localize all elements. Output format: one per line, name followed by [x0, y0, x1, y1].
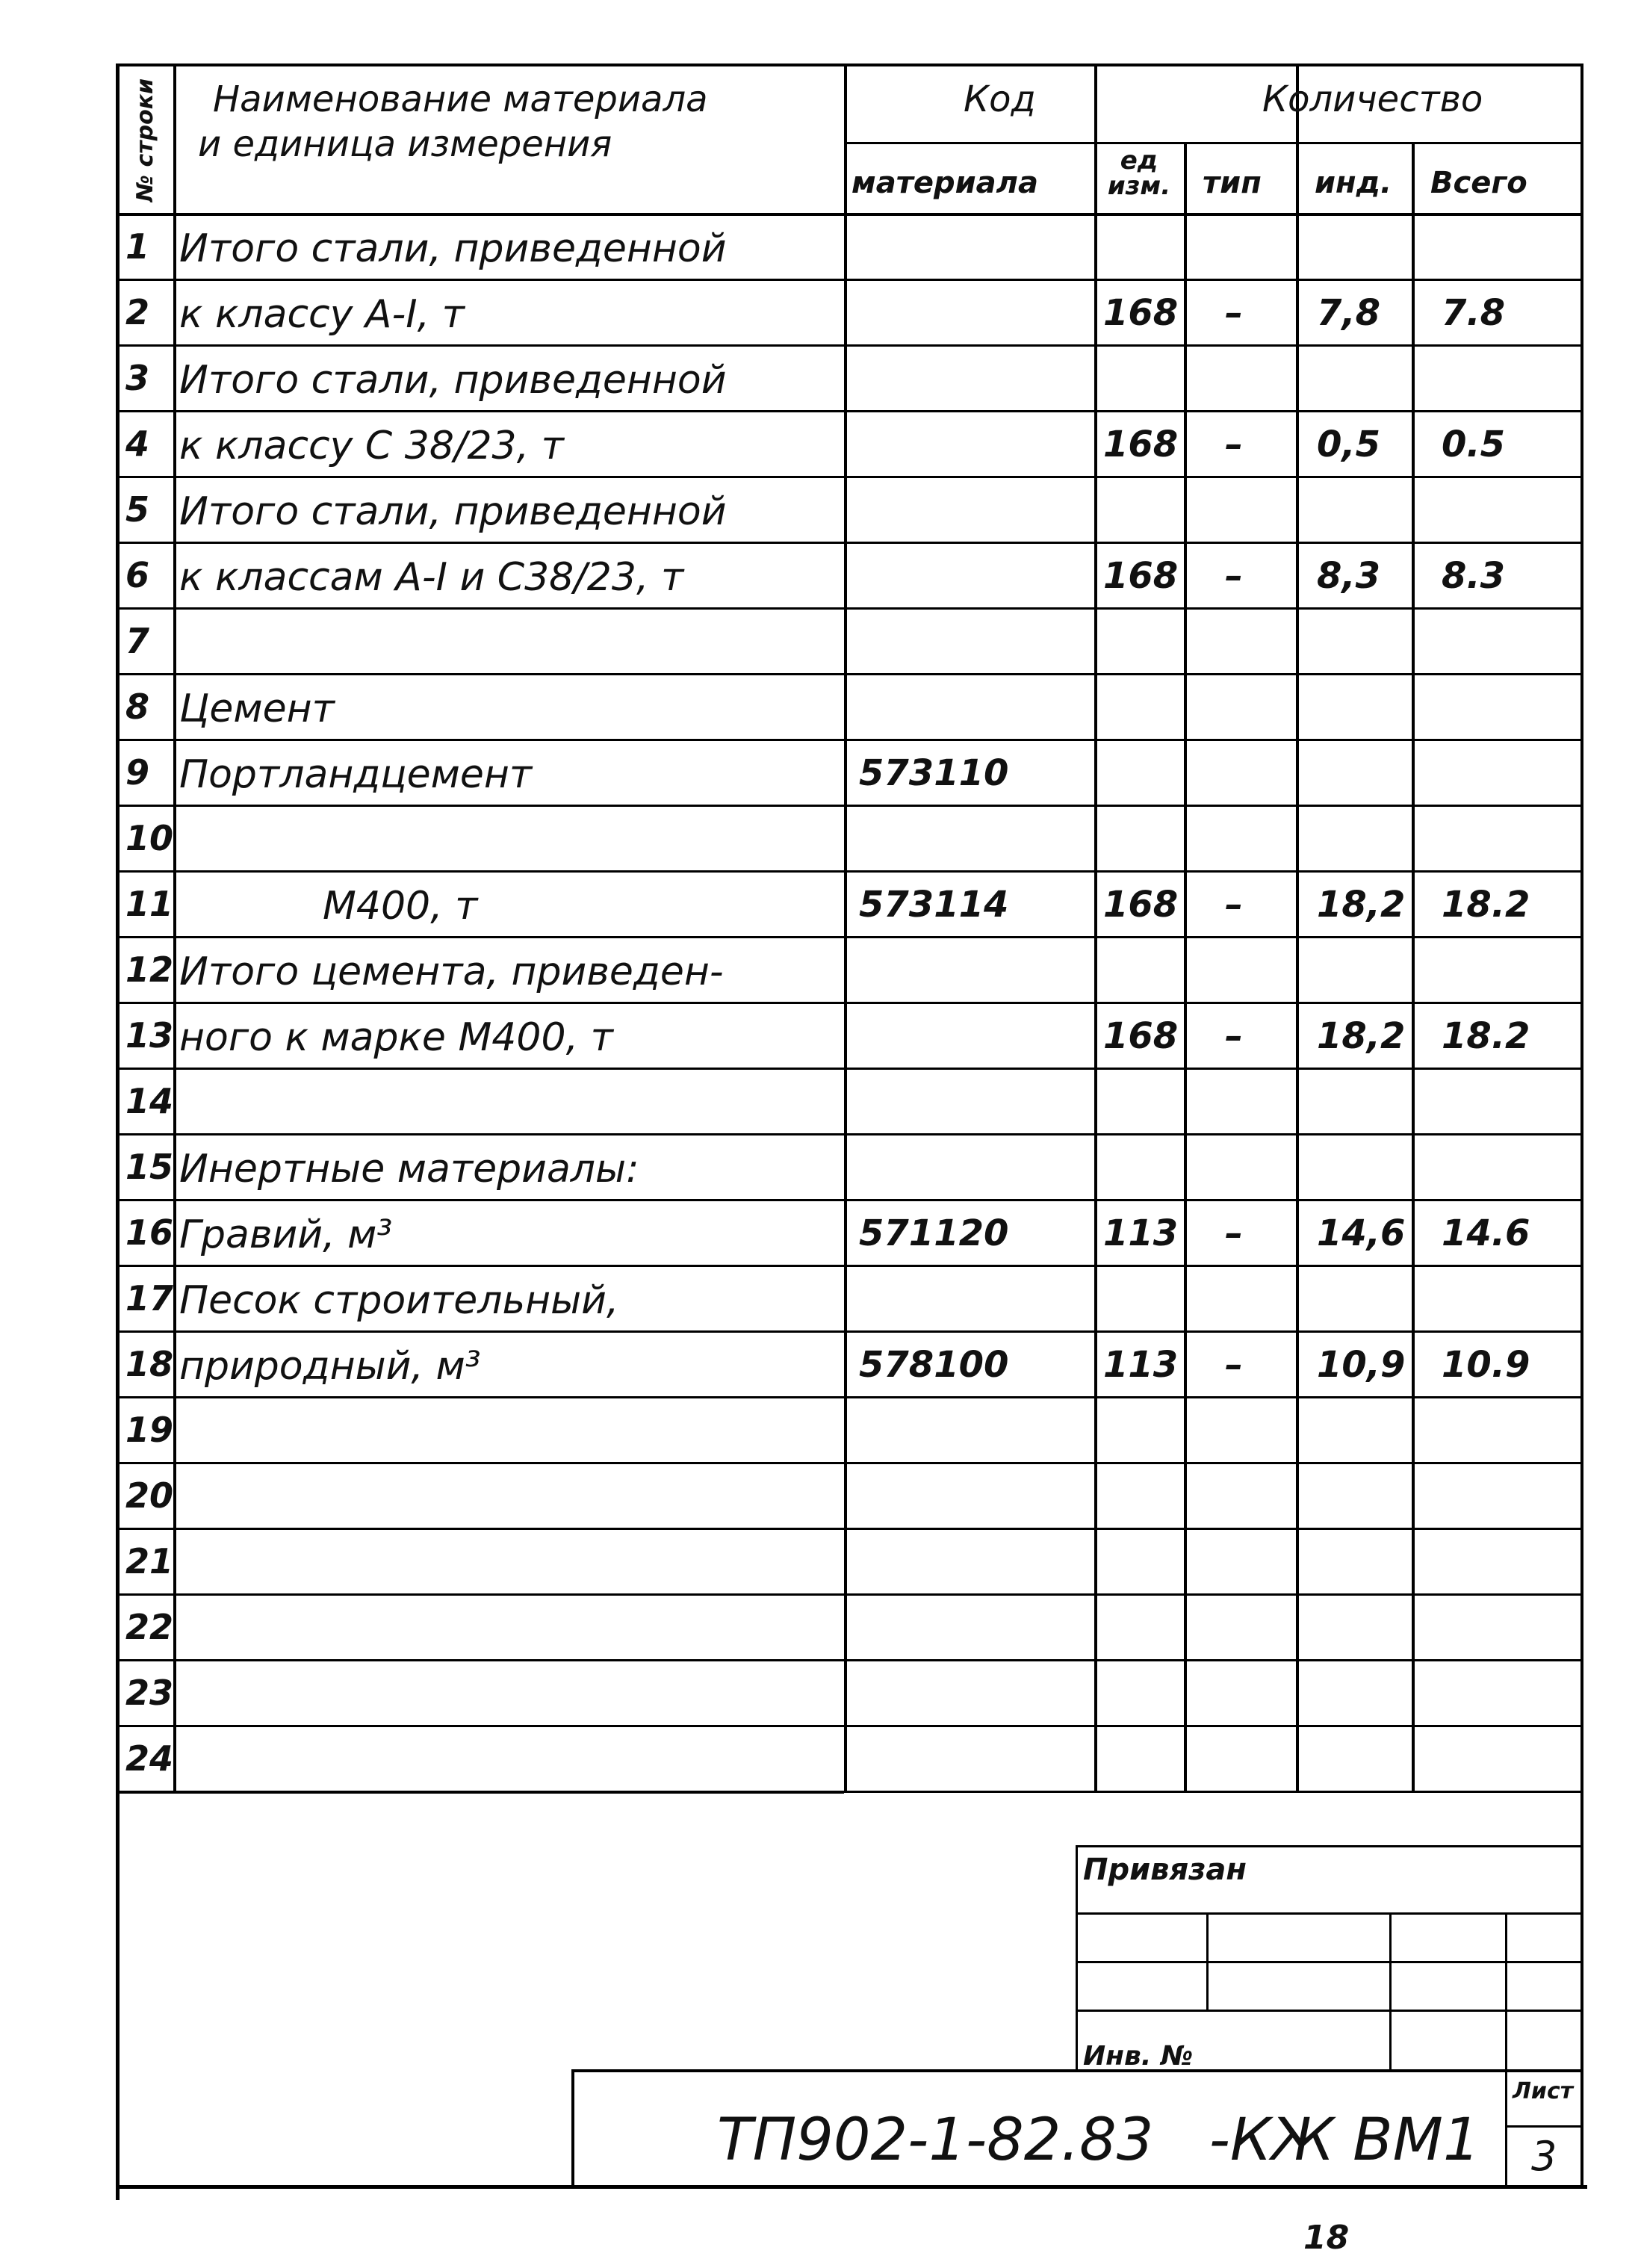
material-code: 573114 — [859, 884, 1009, 926]
column-divider — [1296, 66, 1299, 1791]
row-number: 19 — [125, 1410, 174, 1450]
row-number: 5 — [125, 489, 150, 530]
material-name: к классам A-I и C38/23, т — [179, 555, 684, 600]
qty-type: – — [1225, 292, 1243, 334]
material-name: к классу С 38/23, т — [179, 424, 564, 468]
row-rule — [120, 410, 1582, 412]
page-footer-number: 18 — [1303, 2219, 1350, 2257]
row-number: 24 — [125, 1738, 174, 1779]
row-rule — [120, 1528, 1582, 1530]
material-name: Портландцемент — [179, 752, 533, 797]
qty-type: – — [1225, 884, 1243, 926]
qty-type: – — [1225, 555, 1243, 597]
column-divider — [1094, 66, 1097, 1791]
row-rule — [120, 936, 1582, 938]
material-name: Итого стали, приведенной — [179, 489, 727, 534]
header-code: Код — [964, 78, 1036, 120]
column-divider — [844, 66, 847, 1791]
row-number: 23 — [125, 1673, 174, 1713]
header-qty-type: тип — [1203, 166, 1262, 200]
header-code-material: материала — [851, 166, 1038, 200]
unit-code: 113 — [1103, 1212, 1179, 1254]
row-rule — [120, 279, 1582, 281]
header-row-number: № строки — [132, 78, 159, 202]
header-subdivider — [844, 142, 1582, 144]
qty-total: 8.3 — [1442, 555, 1506, 597]
qty-type: – — [1225, 1344, 1243, 1386]
header-qty-total: Всего — [1430, 166, 1527, 200]
sheet-label: Лист — [1513, 2078, 1574, 2104]
material-name: Инертные материалы: — [179, 1147, 639, 1192]
row-number: 13 — [125, 1015, 174, 1056]
row-rule — [120, 1462, 1582, 1464]
qty-ind: 7,8 — [1317, 292, 1381, 334]
row-rule — [120, 1133, 1582, 1135]
unit-code: 168 — [1103, 292, 1179, 334]
row-number: 22 — [125, 1607, 174, 1647]
material-name: Гравий, м³ — [179, 1212, 393, 1257]
material-code: 573110 — [859, 752, 1009, 794]
row-rule — [120, 1725, 1582, 1727]
qty-total: 14.6 — [1442, 1212, 1530, 1254]
header-quantity: Количество — [1262, 78, 1483, 120]
row-number: 10 — [125, 818, 174, 858]
qty-type: – — [1225, 1212, 1243, 1254]
row-number: 1 — [125, 226, 150, 267]
row-number: 17 — [125, 1278, 174, 1319]
header-name-line2: и единица измерения — [198, 123, 612, 165]
qty-ind: 14,6 — [1317, 1212, 1406, 1254]
row-number: 6 — [125, 555, 150, 595]
qty-ind: 10,9 — [1317, 1344, 1406, 1386]
row-rule — [120, 476, 1582, 478]
material-name: природный, м³ — [179, 1344, 481, 1389]
row-rule — [120, 1265, 1582, 1267]
header-qty-ind: инд. — [1315, 166, 1392, 200]
qty-total: 10.9 — [1442, 1344, 1530, 1386]
row-rule — [120, 1330, 1582, 1333]
material-code: 571120 — [859, 1212, 1009, 1254]
qty-ind: 8,3 — [1317, 555, 1381, 597]
material-name: М400, т — [323, 884, 478, 929]
row-rule — [120, 1396, 1582, 1398]
row-rule — [120, 542, 1582, 544]
qty-total: 0.5 — [1442, 424, 1506, 465]
qty-ind: 18,2 — [1317, 1015, 1406, 1057]
row-rule — [120, 1593, 1582, 1596]
row-number: 16 — [125, 1212, 174, 1253]
header-code-unit: ед изм. — [1107, 146, 1171, 201]
unit-code: 168 — [1103, 884, 1179, 926]
sheet-number: 3 — [1531, 2133, 1557, 2180]
row-rule — [120, 1199, 1582, 1201]
inventory-number-label: Инв. № — [1083, 2041, 1194, 2072]
row-number: 3 — [125, 358, 150, 398]
row-number: 21 — [125, 1541, 174, 1581]
row-number: 14 — [125, 1081, 174, 1121]
row-number: 12 — [125, 949, 174, 990]
sheet-left-border — [116, 63, 120, 2200]
row-number: 9 — [125, 752, 150, 793]
column-divider — [1184, 142, 1187, 1791]
row-rule — [120, 1002, 1582, 1004]
qty-total: 18.2 — [1442, 884, 1530, 926]
row-number: 20 — [125, 1475, 174, 1516]
qty-ind: 18,2 — [1317, 884, 1406, 926]
row-rule — [120, 870, 1582, 873]
header-name-line1: Наименование материала — [213, 78, 708, 120]
material-name: Итого цемента, приведен- — [179, 949, 724, 994]
unit-code: 168 — [1103, 555, 1179, 597]
row-rule — [120, 344, 1582, 347]
row-rule — [120, 1068, 1582, 1070]
row-number: 11 — [125, 884, 174, 924]
qty-total: 7.8 — [1442, 292, 1506, 334]
material-code: 578100 — [859, 1344, 1009, 1386]
row-rule — [120, 673, 1582, 675]
row-rule — [120, 739, 1582, 741]
row-rule — [120, 607, 1582, 610]
material-name: Песок строительный, — [179, 1278, 619, 1323]
unit-code: 168 — [1103, 1015, 1179, 1057]
sheet-bottom-border — [116, 2185, 1587, 2189]
drawing-designation: ТП902-1-82.83 -КЖ ВМ1 — [717, 2107, 1480, 2174]
qty-type: – — [1225, 424, 1243, 465]
row-rule — [120, 805, 1582, 807]
qty-type: – — [1225, 1015, 1243, 1057]
row-number: 15 — [125, 1147, 174, 1187]
qty-ind: 0,5 — [1317, 424, 1381, 465]
header-bottom-rule — [120, 213, 1582, 216]
material-name: Итого стали, приведенной — [179, 226, 727, 271]
unit-code: 113 — [1103, 1344, 1179, 1386]
qty-total: 18.2 — [1442, 1015, 1530, 1057]
column-divider — [1412, 142, 1415, 1791]
column-divider — [173, 66, 176, 1791]
material-name: к классу A-I, т — [179, 292, 465, 337]
material-name: ного к марке М400, т — [179, 1015, 613, 1060]
row-number: 4 — [125, 424, 150, 464]
linked-label: Привязан — [1083, 1853, 1247, 1887]
row-rule — [120, 1659, 1582, 1661]
table-bottom-rule — [120, 1791, 844, 1794]
material-name: Итого стали, приведенной — [179, 358, 727, 403]
material-name: Цемент — [179, 687, 335, 731]
unit-code: 168 — [1103, 424, 1179, 465]
row-number: 8 — [125, 687, 150, 727]
row-number: 2 — [125, 292, 150, 332]
row-number: 7 — [125, 621, 150, 661]
row-number: 18 — [125, 1344, 174, 1384]
